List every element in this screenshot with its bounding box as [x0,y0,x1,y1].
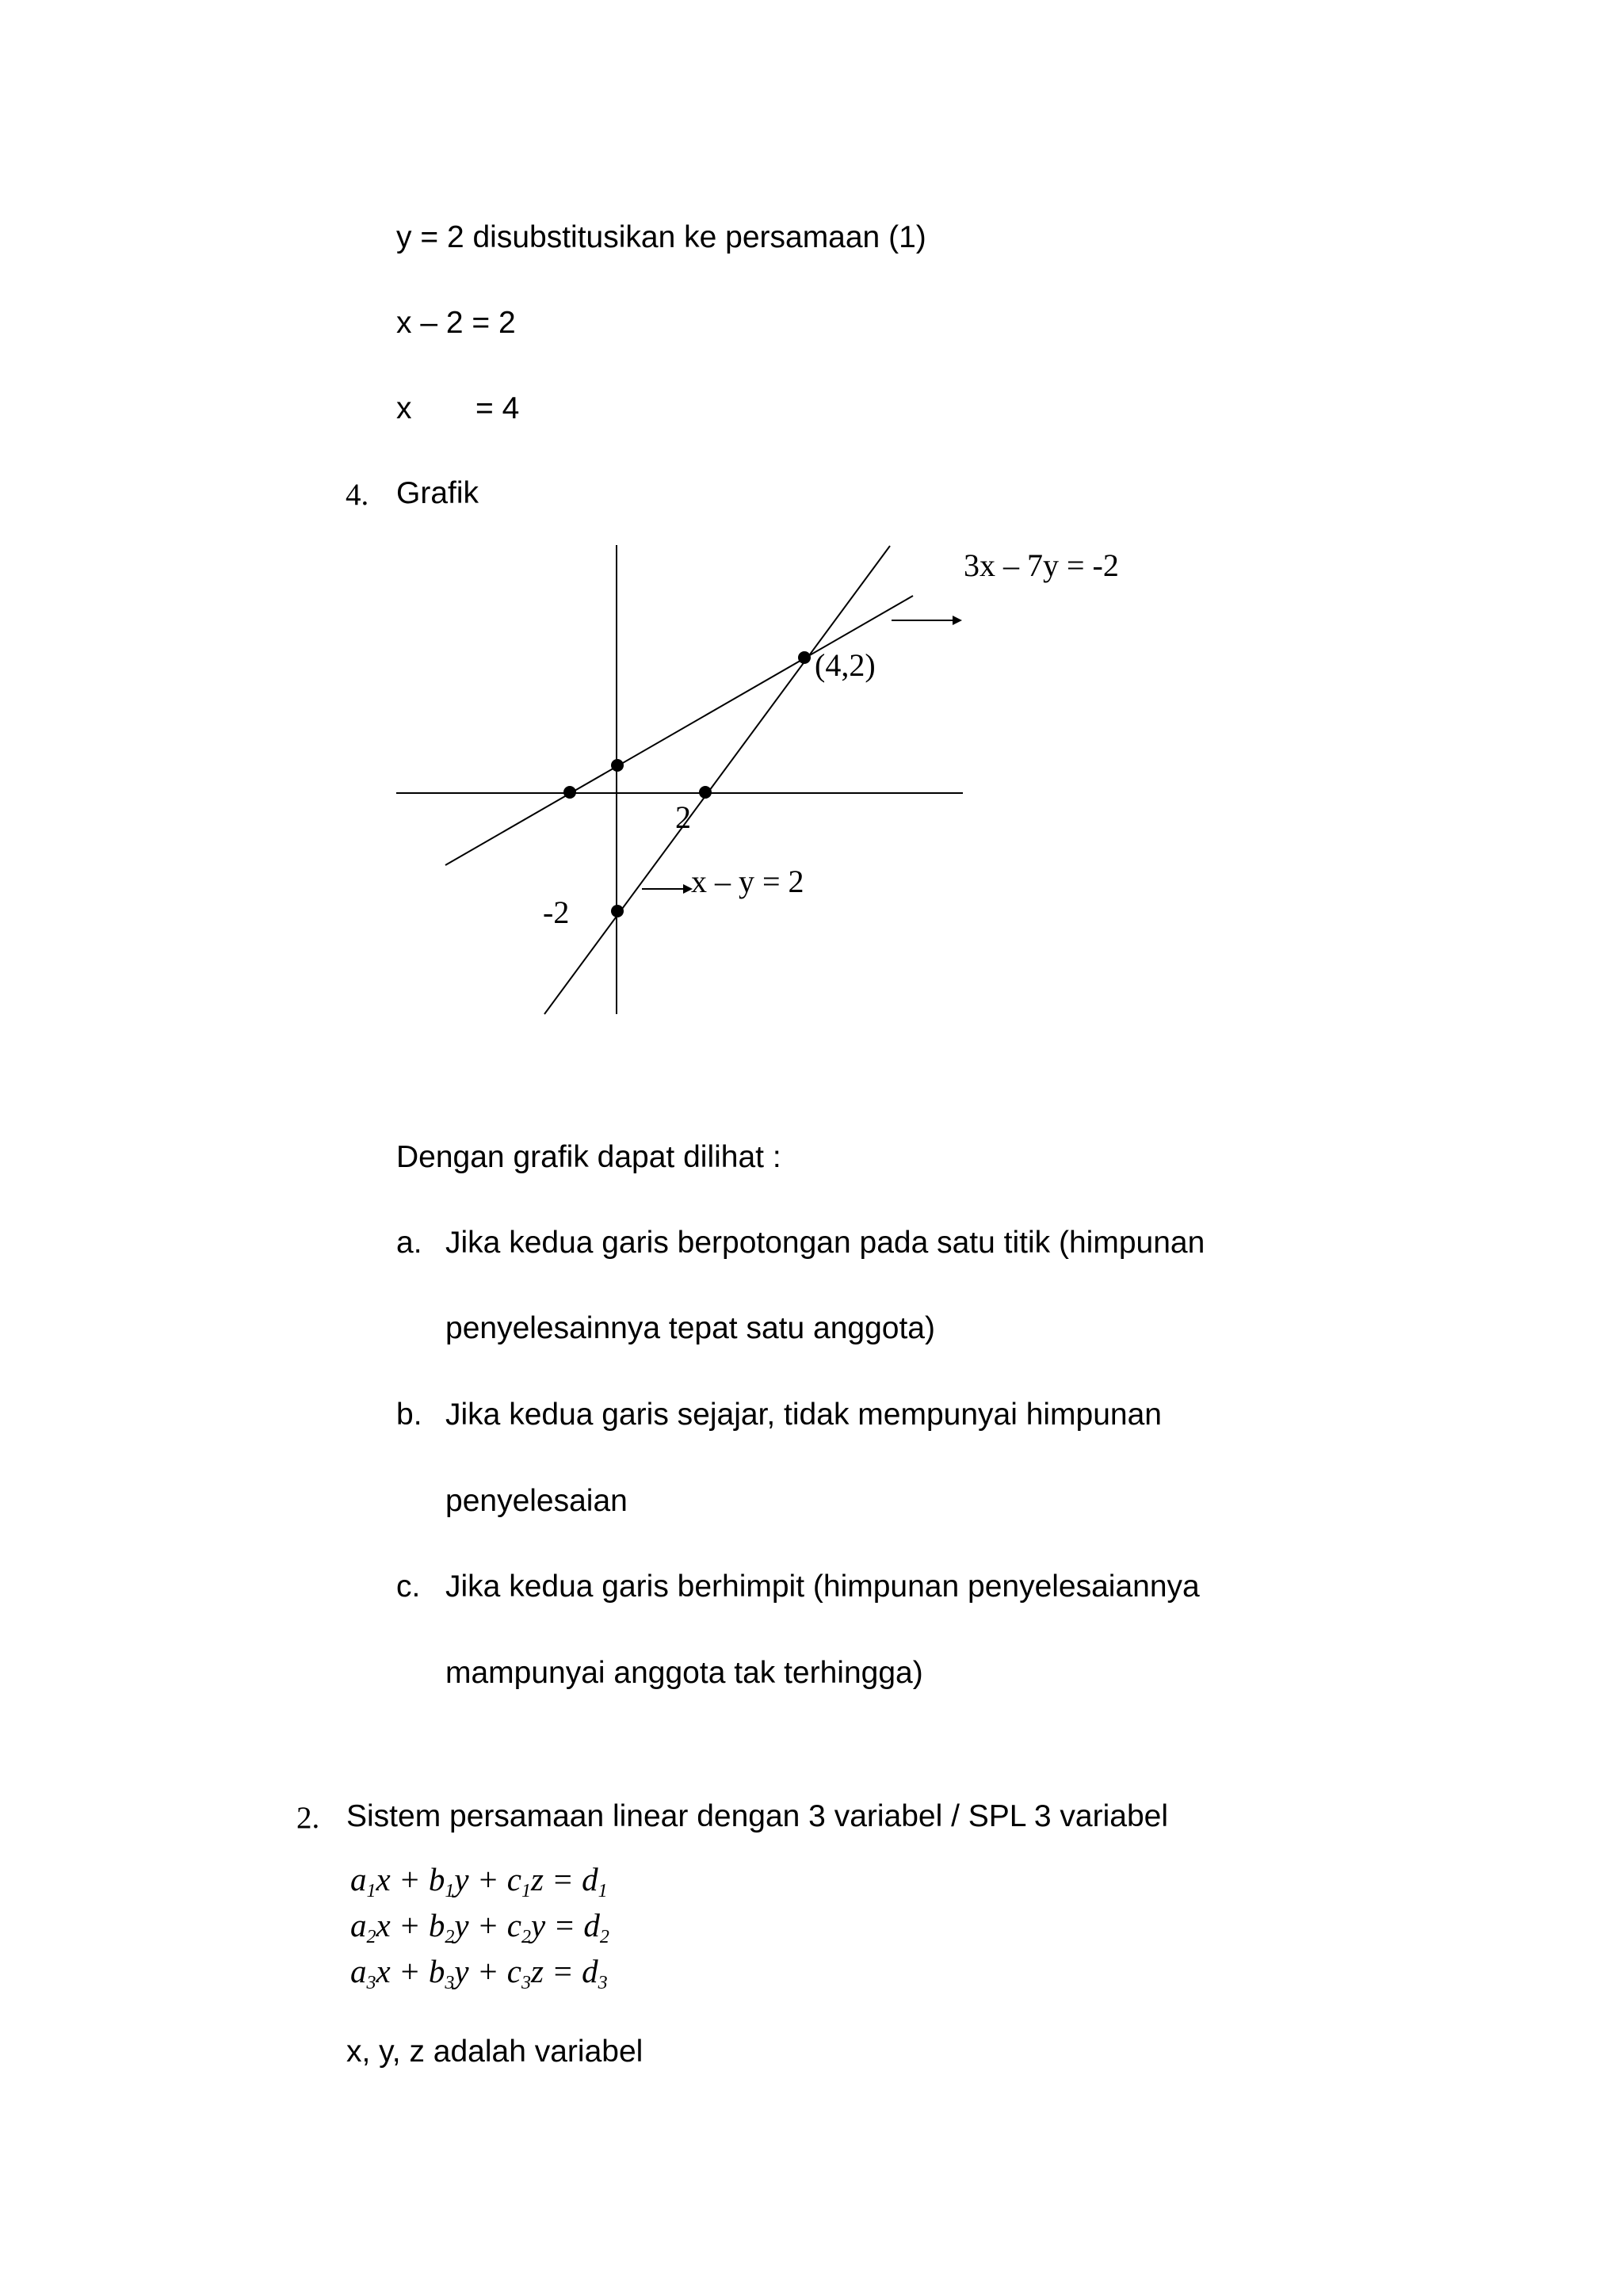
item-a-line-2: penyelesainnya tepat satu anggota) [445,1311,935,1345]
equation-row-3: $a_3x + b_3y + c_3z = d_3$ [350,1953,608,1993]
x-intercept-point-1 [563,786,576,799]
label-eq1: 3x – 7y = -2 [964,547,1119,583]
item-b-line-2: penyelesaian [445,1484,628,1518]
item-a-marker: a. [396,1226,422,1260]
section-4-number: 4. [346,478,369,512]
item-b-line-1: Jika kedua garis sejajar, tidak mempunyai himpunan [445,1398,1162,1432]
equation-row-2: $a_2x + b_2y + c_2y = d_2$ [350,1907,609,1947]
variables-note: x, y, z adalah variabel [346,2035,643,2069]
intersection-point [798,651,811,664]
observations-intro: Dengan grafik dapat dilihat : [396,1140,781,1174]
step-line-2: x – 2 = 2 [396,306,516,340]
step-line-3-rhs: = 4 [475,391,520,425]
section-4-title: Grafik [396,476,479,510]
label-eq2: x – y = 2 [691,864,804,899]
step-line-1: y = 2 disubstitusikan ke persamaan (1) [396,220,926,254]
section-2-title: Sistem persamaan linear dengan 3 variabel / SPL 3 variabel [346,1799,1168,1833]
label-y-tick: -2 [543,894,570,930]
x-intercept-point-2 [699,786,712,799]
equation-row-1: $a_1x + b_1y + c_1z = d_1$ [350,1861,608,1901]
item-c-line-2: mampunyai anggota tak terhingga) [445,1656,923,1690]
step-line-3-lhs: x [396,391,412,425]
y-intercept-point-1 [611,759,624,772]
item-b-marker: b. [396,1398,422,1432]
linear-equations-graph [0,0,1623,1046]
label-intersection: (4,2) [815,647,876,683]
item-a-line-1: Jika kedua garis berpotongan pada satu titik (himpunan [445,1226,1205,1260]
item-c-line-1: Jika kedua garis berhimpit (himpunan penyelesaiannya [445,1569,1200,1604]
y-intercept-point-2 [611,905,624,917]
section-2-number: 2. [296,1801,320,1835]
line-x-y [544,546,890,1014]
label-x-tick: 2 [675,799,691,835]
item-c-marker: c. [396,1569,421,1604]
